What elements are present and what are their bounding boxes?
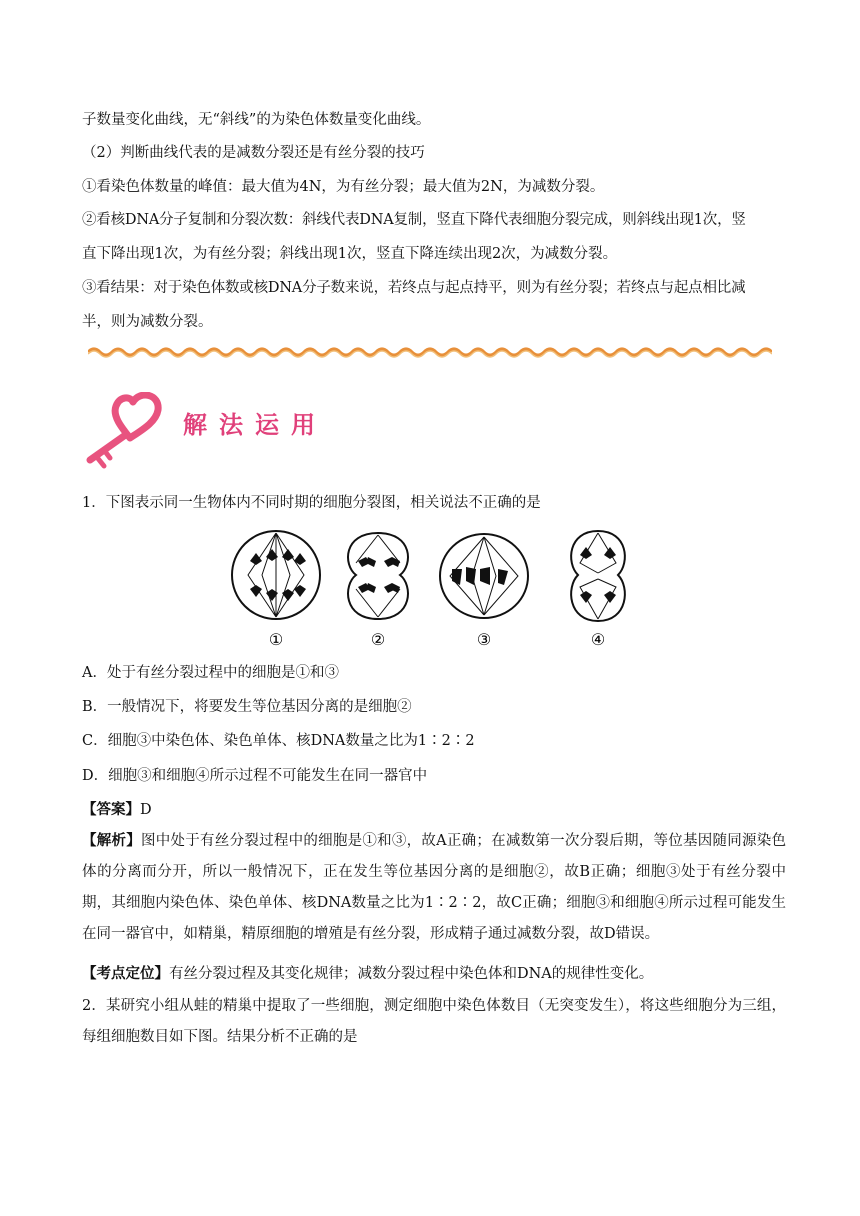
figure-label-2: ② bbox=[370, 630, 386, 649]
analysis-text: 图中处于有丝分裂过程中的细胞是①和③，故A正确；在减数第一次分裂后期，等位基因随同源染色体的分离而分开，所以一般情况下，正在发生等位基因分离的是细胞②，故B正确；细胞③处于有丝分裂中期，其细胞内染色体、染色单体、核DNA数量之比为1∶2∶2，故C正确；细胞③和细胞④所示过程可能发生在同一器官中，如精巢，精原细胞的增殖是有丝分裂，形成精子通过减数分裂，故D错误。 bbox=[82, 833, 787, 942]
cell-2-diagram bbox=[348, 533, 408, 619]
q1-option-d: D．细胞③和细胞④所示过程不可能发生在同一器官中 bbox=[82, 768, 428, 784]
section-banner-title: 解法运用 bbox=[183, 411, 327, 439]
q1-point bbox=[82, 964, 786, 984]
cell-3-diagram bbox=[440, 534, 528, 618]
answer-value: D bbox=[140, 802, 152, 818]
intro-line-4b: 直下降出现1次，为有丝分裂；斜线出现1次，竖直下降连续出现2次，为减数分裂。 bbox=[82, 246, 618, 262]
q1-option-a: A．处于有丝分裂过程中的细胞是①和③ bbox=[82, 665, 339, 681]
intro-line-4a: ②看核DNA分子复制和分裂次数：斜线代表DNA复制，竖直下降代表细胞分裂完成，则斜线出现1次，竖 bbox=[82, 212, 746, 228]
q1-stem: 1．下图表示同一生物体内不同时期的细胞分裂图，相关说法不正确的是 bbox=[82, 495, 541, 511]
q1-analysis bbox=[82, 826, 786, 950]
intro-line-2: （2）判断曲线代表的是减数分裂还是有丝分裂的技巧 bbox=[82, 145, 425, 161]
cell-1-diagram bbox=[232, 531, 320, 619]
cell-4-diagram bbox=[571, 531, 625, 621]
intro-line-3: ①看染色体数量的峰值：最大值为4N，为有丝分裂；最大值为2N，为减数分裂。 bbox=[82, 179, 605, 195]
figure-label-1: ① bbox=[268, 630, 284, 649]
q1-answer bbox=[82, 800, 786, 820]
intro-line-5b: 半，则为减数分裂。 bbox=[82, 314, 213, 330]
q2-stem: 2．某研究小组从蛙的精巢中提取了一些细胞，测定细胞中染色体数目（无突变发生），将这些细胞分为三组，每组细胞数目如下图。结果分析不正确的是 bbox=[82, 998, 786, 1045]
intro-line-5a: ③看结果：对于染色体数或核DNA分子数来说，若终点与起点持平，则为有丝分裂；若终点与起点相比减 bbox=[82, 280, 746, 296]
cell-division-figure bbox=[228, 523, 648, 653]
analysis-tag: 【解析】 bbox=[82, 833, 142, 849]
intro-line-1: 子数量变化曲线，无“斜线”的为染色体数量变化曲线。 bbox=[82, 112, 431, 128]
figure-label-4: ④ bbox=[590, 630, 606, 649]
heart-key-icon bbox=[78, 392, 178, 472]
answer-tag: 【答案】 bbox=[82, 802, 140, 818]
q1-option-c: C．细胞③中染色体、染色单体、核DNA数量之比为1∶2∶2 bbox=[82, 733, 475, 749]
q1-option-b: B．一般情况下，将要发生等位基因分离的是细胞② bbox=[82, 699, 412, 715]
wavy-divider bbox=[88, 345, 772, 359]
point-text: 有丝分裂过程及其变化规律；减数分裂过程中染色体和DNA的规律性变化。 bbox=[169, 966, 654, 982]
point-tag: 【考点定位】 bbox=[82, 966, 169, 982]
figure-label-3: ③ bbox=[476, 630, 492, 649]
